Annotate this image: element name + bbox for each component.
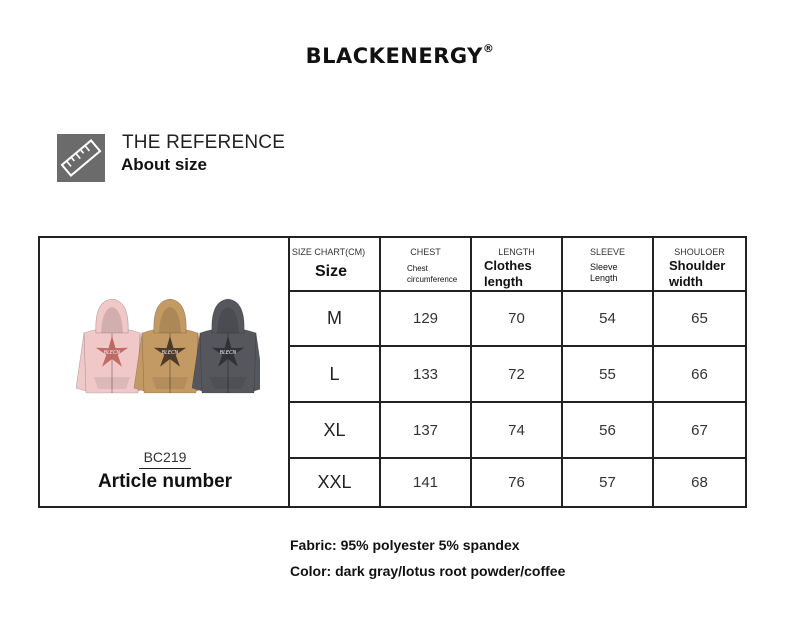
size-grid [290,238,745,506]
cell-chest: 141 [381,459,472,506]
header-length-en: LENGTH [498,247,535,257]
article-divider [139,468,191,469]
brand-name: BLACKENERGY [305,44,483,68]
cell-sleeve: 54 [563,292,654,347]
cell-shoulder: 67 [654,403,745,459]
header-sleeve-label: Sleeve Length [590,262,618,283]
header-length-label: Clothes length [484,258,532,289]
header-shoulder-label: Shoulder width [669,258,726,289]
cell-sleeve: 56 [563,403,654,459]
cell-sleeve: 55 [563,347,654,403]
hoodie-gray [192,299,260,393]
cell-shoulder: 68 [691,474,708,491]
cell-size: XL [290,403,381,459]
fabric-info: Fabric: 95% polyester 5% spandex [290,537,520,553]
cell-size: XXL [290,459,381,506]
header-sleeve-en: SLEEVE [589,247,626,257]
header-chest-en: CHEST [410,247,441,257]
hoodie-images [70,293,260,408]
header-size-en: SIZE CHART(CM) [291,247,366,257]
cell-shoulder: 66 [654,347,745,403]
registered-mark: ® [482,42,495,55]
header-length [472,238,563,292]
cell-length: 72 [472,347,563,403]
color-info: Color: dark gray/lotus root powder/coffee [290,563,566,579]
header-chest-label: Chest circumference [407,264,458,284]
header-chest [381,238,472,292]
hoodie-print-text: BLECN [103,350,121,356]
cell-size: L [290,347,381,403]
cell-chest: 129 [381,292,472,347]
header-size [290,238,381,292]
cell-chest: 137 [381,403,472,459]
hoodie-print-text: BLECN [219,350,237,356]
cell-shoulder: 65 [654,292,745,347]
cell-chest: 133 [381,347,472,403]
cell-length: 76 [472,459,563,506]
hoodie-illustration [70,293,260,403]
cell-length: 70 [472,292,563,347]
size-chart [38,236,747,508]
header-shoulder [654,238,745,292]
brand-logo [0,44,800,68]
article-label: Article number [97,471,233,492]
header-size-label: Size [315,263,348,280]
cell-size: M [290,292,381,347]
hoodie-print-text: BLECN [161,350,179,356]
cell-sleeve: 57 [563,459,654,506]
product-cell [40,238,290,506]
ruler-icon [57,134,105,182]
article-code: BC219 [143,449,187,465]
reference-subtitle: About size [121,155,207,174]
header-sleeve [563,238,654,292]
cell-length: 74 [472,403,563,459]
header-shoulder-en: SHOULOER [674,247,725,257]
reference-title: THE REFERENCE [122,132,286,153]
